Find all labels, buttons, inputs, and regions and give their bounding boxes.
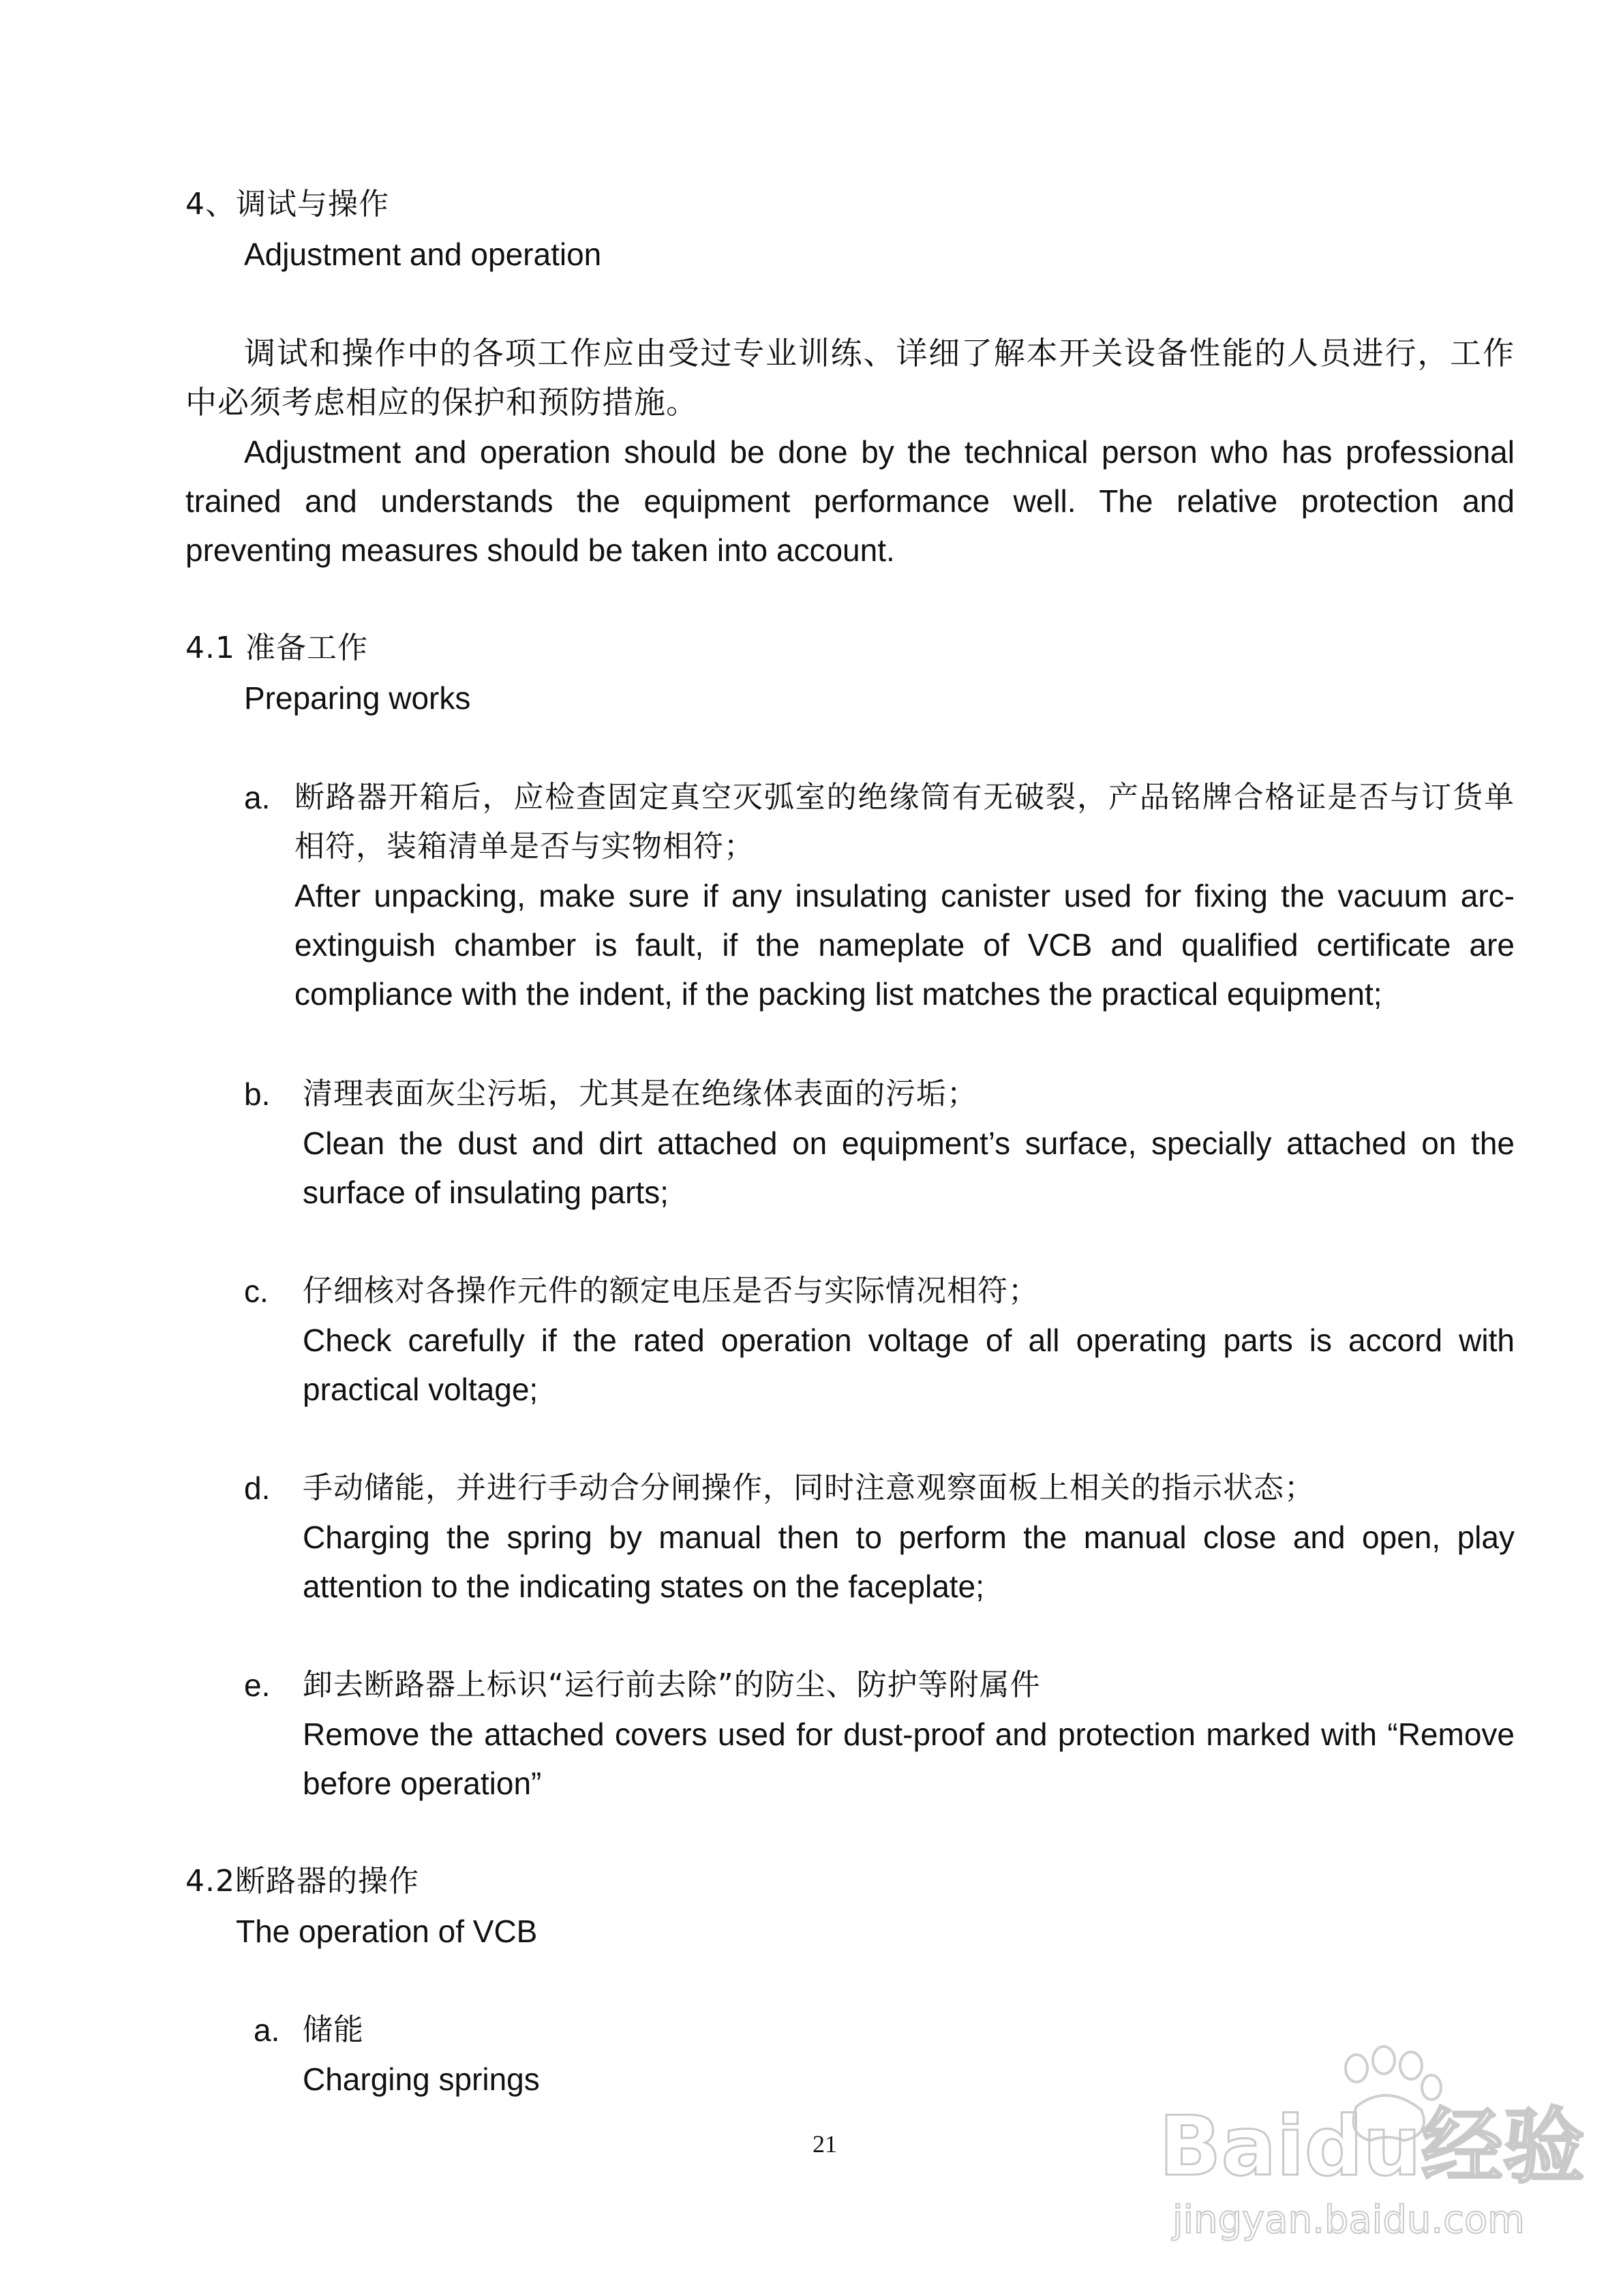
list-item xyxy=(303,1267,1515,1414)
section-4-heading-cn: 4、调试与操作 xyxy=(185,187,389,222)
list-item-cn: 卸去断路器上标识“运行前去除”的防尘、防护等附属件 xyxy=(303,1667,1041,1702)
list-item xyxy=(303,1464,1515,1611)
watermark-url: jingyan.baidu.com xyxy=(1172,2198,1525,2242)
baidu-jingyan-watermark xyxy=(1152,2045,1585,2250)
watermark-logo-text: Baidu经验 xyxy=(1159,2100,1585,2194)
list-item-marker: a. xyxy=(254,2012,280,2048)
list-item xyxy=(303,1070,1515,1217)
page-number: 21 xyxy=(813,2130,837,2158)
section-4-2-heading-en: The operation of VCB xyxy=(236,1914,538,1949)
list-item-cn: 储能 xyxy=(303,2012,364,2047)
list-item-en: After unpacking, make sure if any insulating canister used for fixing the vacuum arc-extinguish chamber is fault, if the nameplate of VCB and qualified certificate are compliance with the indent, if the packing list matches the practical equipment; xyxy=(294,878,1515,1012)
section-4-2-heading-cn: 4.2断路器的操作 xyxy=(185,1864,419,1899)
section-4-body-cn xyxy=(185,329,1515,427)
list-item-marker: c. xyxy=(244,1273,269,1309)
section-4-body-cn-text: 调试和操作中的各项工作应由受过专业训练、详细了解本开关设备性能的人员进行，工作中必须考虑相应的保护和预防措施。 xyxy=(185,335,1515,421)
section-4-1-heading-en: Preparing works xyxy=(244,680,471,716)
list-item-marker: e. xyxy=(244,1667,271,1703)
list-item-marker: b. xyxy=(244,1076,271,1112)
list-item-en: Check carefully if the rated operation voltage of all operating parts is accord with practical voltage; xyxy=(303,1323,1515,1407)
list-item-marker: a. xyxy=(244,780,271,815)
section-4-body-en xyxy=(185,427,1515,575)
list-item xyxy=(294,773,1515,1018)
list-item-en: Charging the spring by manual then to perform the manual close and open, play attention to the indicating states on the faceplate; xyxy=(303,1520,1515,1604)
section-4-1-heading-cn: 4.1 准备工作 xyxy=(185,631,368,665)
list-item xyxy=(303,1661,1515,1808)
list-item-cn: 清理表面灰尘污垢，尤其是在绝缘体表面的污垢； xyxy=(303,1076,977,1111)
section-4-heading-en: Adjustment and operation xyxy=(244,237,602,272)
list-item-en: Charging springs xyxy=(303,2061,540,2097)
list-item-marker: d. xyxy=(244,1470,271,1506)
list-item-cn: 手动储能，并进行手动合分闸操作，同时注意观察面板上相关的指示状态； xyxy=(303,1470,1315,1505)
list-item-cn: 断路器开箱后，应检查固定真空灭弧室的绝缘筒有无破裂，产品铭牌合格证是否与订货单相符，装箱清单是否与实物相符； xyxy=(294,780,1515,864)
section-4-body-en-text: Adjustment and operation should be done by the technical person who has professional trained and understands the equipment performance well. The relative protection and preventing measures should be taken into account. xyxy=(185,434,1515,568)
list-item-cn: 仔细核对各操作元件的额定电压是否与实际情况相符； xyxy=(303,1273,1039,1308)
list-item-en: Remove the attached covers used for dust-proof and protection marked with “Remove before operation” xyxy=(303,1717,1515,1801)
list-item-en: Clean the dust and dirt attached on equipment’s surface, specially attached on the surface of insulating parts; xyxy=(303,1126,1515,1210)
